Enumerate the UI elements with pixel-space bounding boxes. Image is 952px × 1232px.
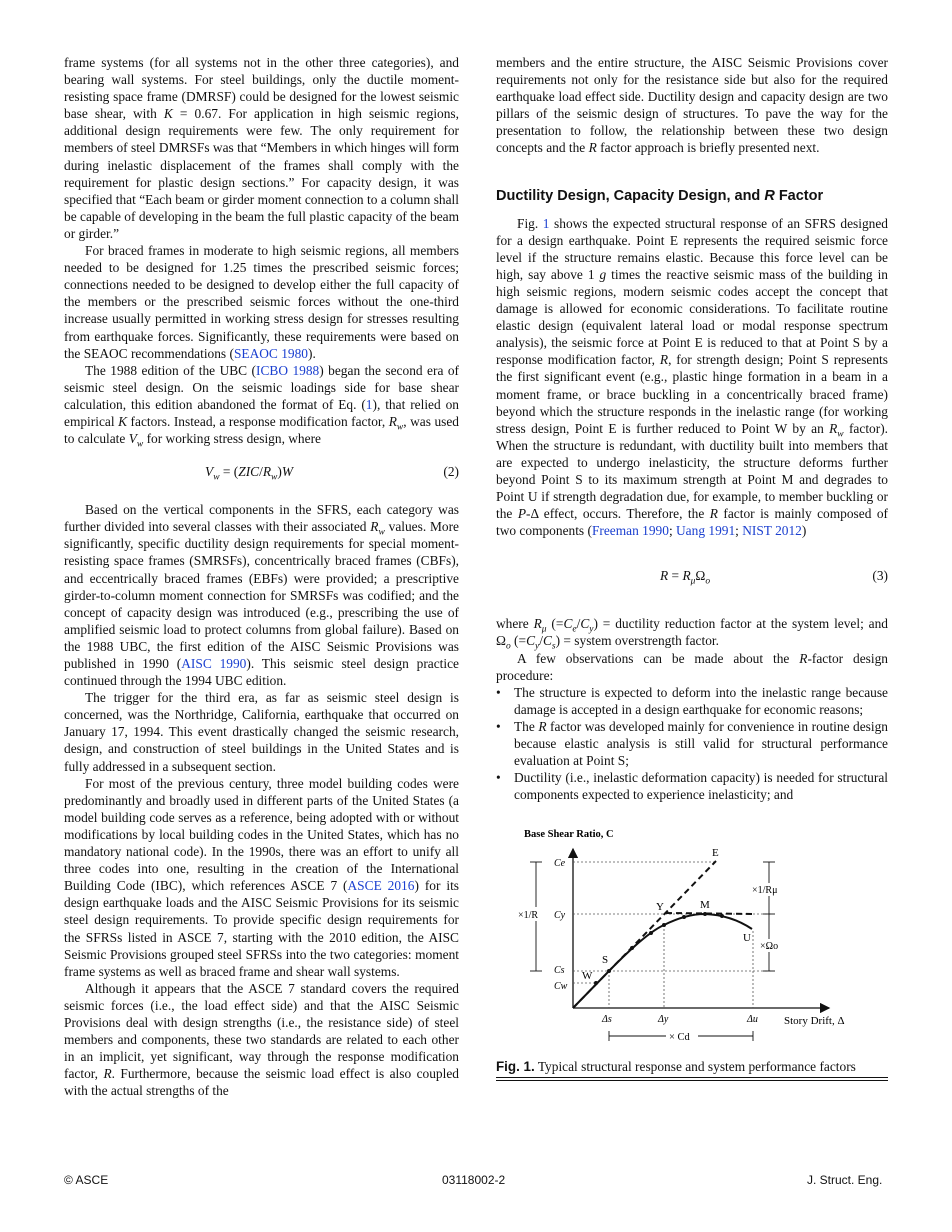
paragraph-left-3 [64,362,460,450]
subscript: o [505,642,511,653]
subscript: w [213,472,220,483]
paragraph-right-4 [496,650,888,684]
subscript: w [837,429,844,440]
text-run: . Furthermore, because the seismic load effect is also coupled with the actual strengths of the [64,1066,459,1099]
text-run: = ( [219,464,239,480]
bullet-text [514,769,888,803]
factor-r-label: ×1/R [518,910,539,922]
right-column [496,54,888,1081]
citation-link[interactable]: SEAOC 1980 [233,345,308,361]
text-run: A few observations can be made about the [517,650,800,666]
math-symbol: R [103,1066,112,1082]
paragraph-left-5 [64,689,459,774]
caption-text: Typical structural response and system performance factors [537,1059,856,1075]
math-symbol: W [281,464,293,480]
math-symbol: g [599,266,607,282]
text-run: Fig. [517,215,543,231]
math-symbol: C [542,633,552,649]
bullet-item-3 [496,769,888,803]
citation-link[interactable]: Uang 1991 [676,523,736,539]
text-run: ) began the second era of seismic steel design. On the seismic loadings side for base shear calculation, this edition abandoned the format of Eq. ( [64,362,459,412]
citation-link[interactable]: Freeman 1990 [591,523,669,539]
y-axis-title: Base Shear Ratio, C [524,829,614,841]
label-delta-u: Δu [747,1014,758,1026]
point-y-label: Y [656,901,664,914]
text-run: ) = ductility reduction factor at the system level; and Ω [496,616,889,649]
label-delta-y: Δy [658,1014,669,1026]
text-run: ; [735,523,743,539]
math-symbol: R [370,519,379,535]
footer-journal: J. Struct. Eng. [807,1173,883,1187]
bullet-icon: • [496,684,501,700]
math-symbol: R [388,413,397,429]
paragraph-left-1 [64,54,459,242]
factor-cd-label: × Cd [669,1032,690,1044]
subscript: μ [690,577,696,588]
text-run: , was used to calculate [64,413,460,447]
equation-2-row [64,463,459,481]
label-cy: Cy [554,910,566,922]
bullet-item-1 [496,684,888,718]
bullet-icon: • [496,770,501,786]
citation-link[interactable]: 1 [542,215,550,231]
text-run: shows the expected structural response of an SFRS designed for a design earthquake. Point E represents the required seismic force level if the structure remains elastic. Because this force level can be high, say above 1 [496,215,889,282]
guide-lines [573,862,771,1008]
text-run: = 0.67. For application in high seismic regions, additional design requirements were few. The only requirement for members of steel DMRSFs was that “Members in which hinges will form during inelastic displacement of the frames shall comply with the requirement for plastic design sections.” For capacity design, it was specified that “Each beam or girder moment connection to a column shall be capable of developing in the beam the full plastic capacity of the beam or girder.” [64,106,459,241]
text-run: Ductility Design, Capacity Design, and [496,187,765,204]
text-run: ) [801,523,807,539]
actual-response-curve [573,914,752,1008]
paragraph-right-2 [496,215,888,540]
label-cw: Cw [554,981,568,993]
text-run: For braced frames in moderate to high seismic regions, all members needed to be designed for 1.25 times the prescribed seismic forces; connections needed to be designed to develop either the full capacity of the members or the prescribed seismic forces without the one-third increase usually permitted in working stress design for stresses resulting from earthquake forces. Significantly, these requirements were based on the SEAOC recommendations ( [64,243,459,361]
subscript: o [705,577,711,588]
section-heading [496,187,888,205]
text-run: factor was developed mainly for convenience in routine design because elastic analysis is still valid for structural performance evaluation at Point S; [514,718,888,769]
bullet-icon: • [496,718,501,734]
text-run: ) [277,464,282,480]
text-run: -factor design procedure: [496,650,888,683]
math-symbol: R [262,464,272,480]
subscript: w [136,439,144,450]
citation-link[interactable]: ASCE 2016 [347,878,415,894]
math-symbol: R [660,568,669,584]
point-e-label: E [712,847,719,860]
factor-brackets [530,862,778,1044]
text-run: The structure is expected to deform into the inelastic range because damage is accepted in a design earthquake for economic reasons; [514,684,888,717]
text-run: times the reactive seismic mass of the building in high seismic regions, modern seismic codes accept the concept that damage is allowed for economic considerations. To facilitate routine elastic design (equivalent lateral load or modal response spectrum analysis), the seismic force at Point E is reduced to that at Point S by a response modification factor, [496,266,888,368]
text-run: ). This seismic steel design practice continued through the 1994 UBC edition. [64,656,459,689]
text-run: ; [668,523,677,539]
point-m-label: M [700,899,710,912]
subscript: w [378,527,385,538]
text-run: ). [307,345,316,361]
citation-link[interactable]: 1 [365,396,373,412]
point-s-label: S [602,954,609,967]
subscript: y [589,625,594,636]
bullet-text [514,684,888,718]
left-column [64,54,459,1099]
x-axis-title: Story Drift, Δ [784,1015,845,1028]
subscript: w [396,422,404,433]
caption-rule [496,1077,888,1078]
text-run: values. More significantly, specific ductility design requirements for special moment-resisting space frames (SMRSFs), concentrically braced frames (CBFs), and eccentrically braced frames (EBFs) were provided; a prescriptive girder-to-column moment connection for SMRSFs was codified; and the concept of capacity design was introduced (e.g., prescribing the use of amplified seismic load to protect columns from global failure). Based on the 1988 UBC, the first edition of the AISC Seismic Provisions was published in 1990 ( [64,519,459,671]
text-run: Factor [774,187,824,204]
paragraph-left-6 [64,775,459,980]
citation-link[interactable]: AISC 1990 [181,656,247,671]
caption-rule-2 [496,1080,888,1081]
curve-markers [594,912,724,985]
text-run: (= [510,633,527,649]
paragraph-left-7 [64,980,459,1100]
text-run: factors. Instead, a response modification factor, [127,413,389,429]
text-run: / [539,633,543,649]
bullet-text [514,718,888,769]
text-run: (= [546,616,564,632]
math-symbol: R [533,616,542,632]
text-run: where [496,616,534,632]
math-symbol: C [580,616,590,632]
text-run: frame systems (for all systems not in the other three categories), and bearing wall systems. For steel buildings, only the ductile moment-resisting space frame (DMRSF) could be designed for the lowest seismic base shear, with [64,55,459,122]
figure-1-diagram [496,821,886,1056]
label-delta-s: Δs [602,1014,612,1026]
paragraph-right-3 [496,615,889,653]
math-symbol: R [659,352,669,368]
point-w-label: W [582,970,593,983]
math-symbol: V [128,431,137,447]
text-run: factor). When the structure is redundant, with ductility built into members that are expected to undergo inelasticity, the structure deforms further beyond Point S to its maximum strength at Point M and degrades to Point U if strength degradation due, for example, to member buckling or the [496,420,888,522]
math-symbol: P [517,506,527,522]
label-ce: Ce [554,858,566,870]
text-run: ), that relied on empirical [64,396,459,429]
math-symbol: C [563,616,573,632]
subscript: e [572,625,577,636]
text-run: Ω [695,568,706,584]
subscript: y [535,642,540,653]
equation-3-row [496,567,888,588]
math-symbol: R [799,650,808,666]
citation-link[interactable]: ICBO 1988 [256,362,320,378]
text-run: Based on the vertical components in the SFRS, each category was further divided into several classes with their associated [64,502,459,535]
paragraph-left-4 [64,501,459,689]
equation-2-number: (2) [443,464,459,480]
text-run: -Δ effect, occurs. Therefore, the [526,506,710,522]
text-run: ) = system overstrength factor. [555,633,719,649]
text-run: / [259,464,263,480]
paragraph-right-1 [496,54,888,157]
footer-copyright: © ASCE [64,1173,109,1187]
text-run: The 1988 edition of the UBC ( [85,362,257,378]
text-run: factor is mainly composed of two components ( [496,506,889,539]
text-run: = [668,568,683,584]
caption-label: Fig. 1. [496,1059,535,1075]
text-run: / [576,616,581,632]
footer-article-number: 03118002-2 [442,1173,506,1187]
factor-omega-label: ×Ωo [760,941,779,953]
point-u-label: U [743,932,751,945]
text-run: factor approach is briefly presented next. [596,140,820,156]
math-symbol: R [764,187,775,204]
text-run: ) for its design earthquake loads and the AISC Seismic Provisions for its seismic steel design requirements. To provide specific design requirements for the SFRSs listed in ASCE 7, starting with the 2010 edition, the AISC Seismic Provisions grouped steel SFRSs into the two categories: moment frame systems as well as braced frame and shear wall systems. [64,878,460,979]
math-symbol: R [709,506,718,522]
text-run: Ductility (i.e., inelastic deformation capacity) is needed for structural components expected to experience inelasticity; and [514,770,888,803]
figure-1 [496,821,888,1081]
math-symbol: R [538,718,547,734]
math-symbol: R [829,420,838,436]
equation-3 [660,567,711,588]
text-run: The trigger for the third era, as far as seismic steel design is concerned, was the Northridge, California, earthquake that occurred on January 17, 1994. This event drastically changed the seismic research, design, and construction of steel buildings in the United States and is fully addressed in a subsequent section. [64,690,459,774]
text-run: , for strength design; Point S represents the first significant event (e.g., plastic hinge formation in a beam in a moment frame, or brace buckling in a concentrically braced frame) beyond which the structure responds in the inelastic range (for working stress design, Point E is further reduced to Point W by an [496,352,888,436]
text-run: for working stress design, where [143,431,321,447]
text-run: Although it appears that the ASCE 7 standard covers the required seismic forces (i.e., the load effect side) and that the AISC Seismic Provisions deal with design strengths (i.e., the resistance side) of steel members and components, these two standards are related to each other in an implicit, yet significant, way through the response modification factor, [64,980,459,1082]
math-symbol: R [588,140,597,156]
subscript: s [551,642,556,653]
figure-caption [496,1058,888,1075]
paragraph-left-2 [64,242,459,362]
text-run: members and the entire structure, the AISC Seismic Provisions cover requirements not only for the resistance side but also for the required earthquake load effect side. Ductility design and capacity design are two pillars of the seismic design of structures. To pave the way for the presentation to follow, the relationship between these two design concepts and the [496,55,888,156]
factor-rmu-label: ×1/Rμ [752,885,778,897]
math-symbol: V [205,464,214,480]
text-run: The [514,718,539,734]
math-symbol: C [526,633,535,649]
text-run: For most of the previous century, three model building codes were predominantly and broadly used in different parts of the United States (a model building code serves as a reference, being adopted with or without modifications by local building codes in the United States, which has no mandatory national code). In the 1990s, there was an effort to unify all three codes into one, resulting in the creation of the International Building Code (IBC), which references ASCE 7 ( [64,775,459,894]
math-symbol: R [682,568,691,584]
math-symbol: K [163,106,173,122]
label-cs: Cs [554,965,565,977]
equation-2 [205,463,293,483]
subscript: μ [541,625,547,636]
math-symbol: K [118,413,128,429]
subscript: w [271,472,278,483]
citation-link[interactable]: NIST 2012 [742,523,802,539]
math-symbol: ZIC [238,464,260,480]
equation-3-number: (3) [872,568,888,584]
bullet-item-2 [496,718,888,769]
